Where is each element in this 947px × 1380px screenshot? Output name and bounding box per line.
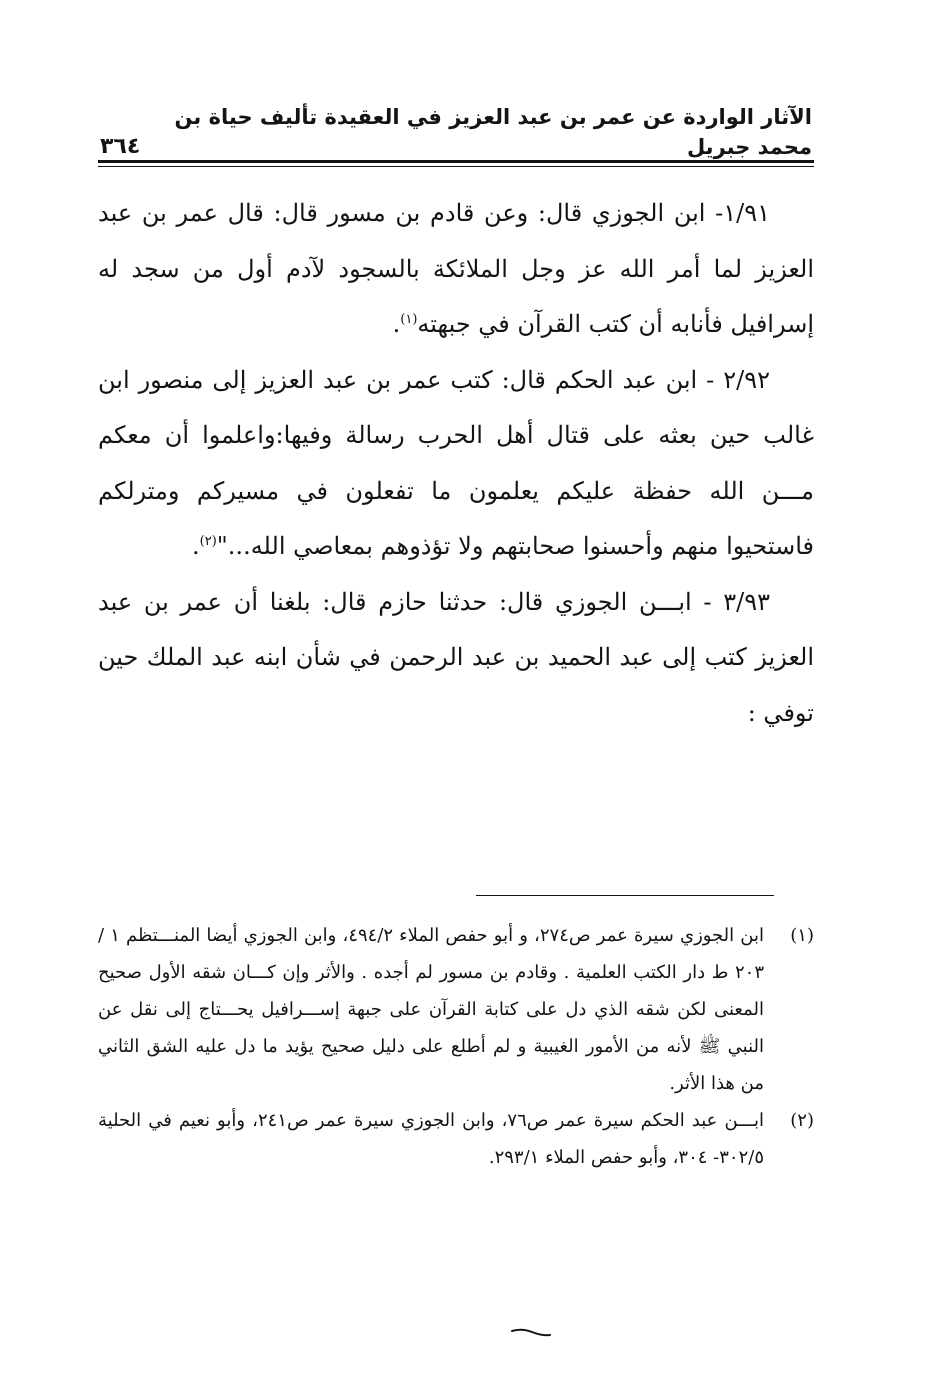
paragraph-text: ٢/٩٢ - ابن عبد الحكم قال: كتب عمر بن عبد العزيز إلى منصور ابن غالب حين بعثه على قتال أهل الحرب رسالة وفيها:واعلموا أن معكم مـــن الله حفظة عليكم يعلمون ما تفعلون في مسيركم ومترلكم فاستحيوا منهم وأحسنوا صحابتهم ولا تؤذوهم بمعاصي الله...": [98, 365, 814, 560]
footnote-ref: (١): [400, 312, 418, 327]
header-rule-thin: [98, 166, 814, 167]
footnote-text: ابن الجوزي سيرة عمر ص٢٧٤، و أبو حفص الملاء ٤٩٤/٢، وابن الجوزي أيضا المنـــتظم ١ /٢٠٣ ط دار الكتب العلمية . وقادم بن مسور لم أجده . والأثر وإن كـــان شقه الأول صحيح المعنى لكن شقه الذي دل على كتابة القرآن على جبهة إســـرافيل يحـــتاج إلى نقل عن النبي ﷺ لأنه من الأمور الغيبية و لم أطلع على دليل صحيح يؤيد ما دل عليه الشق الثاني من هذا الأثر.: [98, 925, 764, 1094]
paragraph-91: [98, 186, 814, 353]
paragraph-end: .: [191, 532, 200, 560]
main-text: [98, 186, 814, 741]
paragraph-text: ١/٩١- ابن الجوزي قال: وعن قادم بن مسور قال: قال عمر بن عبد العزيز لما أمر الله عز وجل الملائكة بالسجود لآدم أول من سجد له إسرافيل فأنابه أن كتب القرآن في جبهته: [98, 199, 814, 338]
footnotes: [98, 917, 814, 1176]
paragraph-92: [98, 353, 814, 575]
footnote-2: [98, 1102, 814, 1176]
footnote-ref: (٢): [199, 534, 217, 549]
page-number: ٣٦٤: [100, 134, 141, 159]
footer-ornament: [510, 1326, 552, 1338]
footnote-number: (٢): [790, 1110, 814, 1131]
paragraph-end: .: [392, 310, 401, 338]
paragraph-93: [98, 575, 814, 742]
paragraph-text: ٣/٩٣ - ابـــن الجوزي قال: حدثنا حازم قال: بلغنا أن عمر بن عبد العزيز كتب إلى عبد الحميد بن عبد الرحمن في شأن ابنه عبد الملك حين توفي :: [98, 587, 814, 727]
footnote-1: [98, 917, 814, 1102]
header-title: الآثار الواردة عن عمر بن عبد العزيز في العقيدة تأليف حياة بن محمد جبريل: [174, 105, 812, 159]
footnote-text: ابـــن عبد الحكم سيرة عمر ص٧٦، وابن الجوزي سيرة عمر ص٢٤١، وأبو نعيم في الحلية ٣٠٢/٥- ٣٠٤، وأبو حفص الملاء ٢٩٣/١.: [98, 1110, 764, 1168]
running-header: [100, 105, 812, 162]
header-rule-thick: [98, 160, 814, 163]
footnote-separator: [476, 895, 774, 896]
footnote-number: (١): [790, 925, 814, 946]
